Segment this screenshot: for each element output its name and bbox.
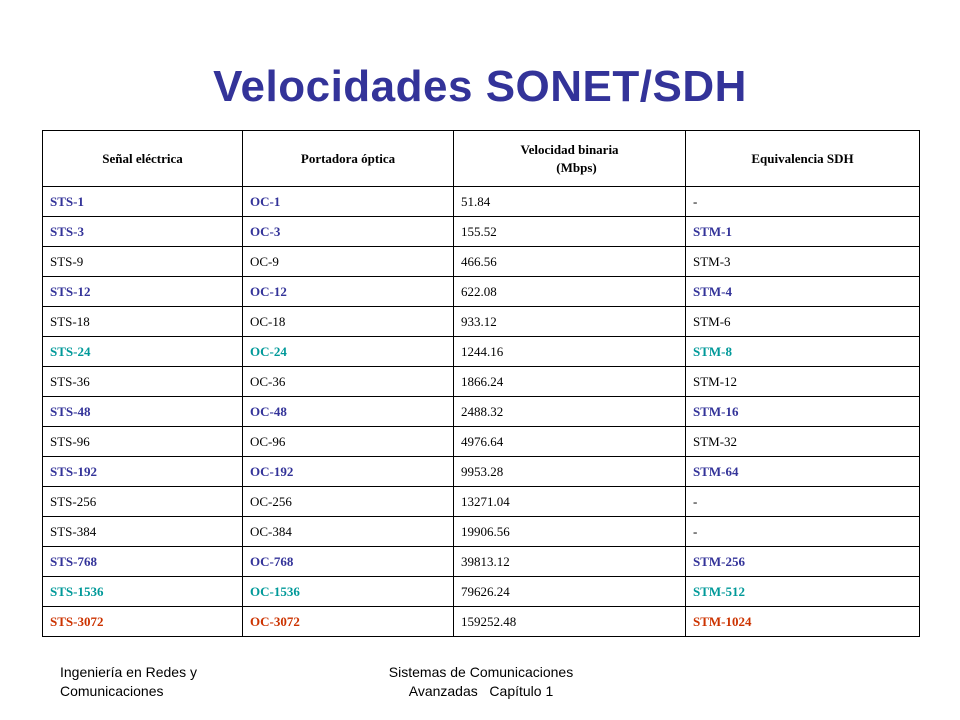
table-row xyxy=(43,307,920,337)
cell-velocidad-binaria: 1866.24 xyxy=(454,367,686,397)
cell-portadora-optica: OC-9 xyxy=(243,247,454,277)
cell-velocidad-binaria: 933.12 xyxy=(454,307,686,337)
cell-equivalencia-sdh: STM-3 xyxy=(686,247,920,277)
cell-equivalencia-sdh: STM-8 xyxy=(686,337,920,367)
cell-velocidad-binaria: 622.08 xyxy=(454,277,686,307)
cell-senal-electrica: STS-1536 xyxy=(43,577,243,607)
cell-velocidad-binaria: 2488.32 xyxy=(454,397,686,427)
cell-equivalencia-sdh: STM-12 xyxy=(686,367,920,397)
cell-velocidad-binaria: 13271.04 xyxy=(454,487,686,517)
cell-velocidad-binaria: 39813.12 xyxy=(454,547,686,577)
table-row xyxy=(43,397,920,427)
cell-portadora-optica: OC-768 xyxy=(243,547,454,577)
cell-portadora-optica: OC-18 xyxy=(243,307,454,337)
cell-equivalencia-sdh: STM-512 xyxy=(686,577,920,607)
cell-equivalencia-sdh: STM-16 xyxy=(686,397,920,427)
cell-equivalencia-sdh: - xyxy=(686,517,920,547)
table-row xyxy=(43,187,920,217)
cell-equivalencia-sdh: STM-1 xyxy=(686,217,920,247)
footer-institution-line1: Ingeniería en Redes y xyxy=(60,664,197,680)
cell-portadora-optica: OC-384 xyxy=(243,517,454,547)
footer-institution xyxy=(60,663,197,701)
footer-institution-line2: Comunicaciones xyxy=(60,683,164,699)
cell-velocidad-binaria: 1244.16 xyxy=(454,337,686,367)
cell-senal-electrica: STS-192 xyxy=(43,457,243,487)
cell-equivalencia-sdh: STM-4 xyxy=(686,277,920,307)
footer-course-line1: Sistemas de Comunicaciones xyxy=(388,664,574,680)
cell-portadora-optica: OC-256 xyxy=(243,487,454,517)
cell-portadora-optica: OC-1 xyxy=(243,187,454,217)
table-row xyxy=(43,547,920,577)
table-row xyxy=(43,337,920,367)
cell-equivalencia-sdh: STM-64 xyxy=(686,457,920,487)
cell-velocidad-binaria: 79626.24 xyxy=(454,577,686,607)
cell-equivalencia-sdh: - xyxy=(686,487,920,517)
cell-portadora-optica: OC-24 xyxy=(243,337,454,367)
cell-senal-electrica: STS-768 xyxy=(43,547,243,577)
table-row xyxy=(43,367,920,397)
table-row xyxy=(43,577,920,607)
table-body xyxy=(43,187,920,637)
sonet-sdh-table xyxy=(42,130,920,637)
cell-portadora-optica: OC-48 xyxy=(243,397,454,427)
cell-equivalencia-sdh: - xyxy=(686,187,920,217)
table-row xyxy=(43,277,920,307)
cell-velocidad-binaria: 19906.56 xyxy=(454,517,686,547)
cell-senal-electrica: STS-18 xyxy=(43,307,243,337)
table-row xyxy=(43,247,920,277)
page-title: Velocidades SONET/SDH xyxy=(213,62,747,111)
cell-equivalencia-sdh: STM-1024 xyxy=(686,607,920,637)
header-velocidad-binaria xyxy=(454,131,686,187)
table-row xyxy=(43,457,920,487)
cell-senal-electrica: STS-96 xyxy=(43,427,243,457)
table-row xyxy=(43,487,920,517)
cell-velocidad-binaria: 4976.64 xyxy=(454,427,686,457)
cell-senal-electrica: STS-384 xyxy=(43,517,243,547)
cell-portadora-optica: OC-12 xyxy=(243,277,454,307)
cell-portadora-optica: OC-3 xyxy=(243,217,454,247)
cell-velocidad-binaria: 9953.28 xyxy=(454,457,686,487)
cell-portadora-optica: OC-1536 xyxy=(243,577,454,607)
cell-equivalencia-sdh: STM-32 xyxy=(686,427,920,457)
cell-senal-electrica: STS-24 xyxy=(43,337,243,367)
table-row xyxy=(43,217,920,247)
cell-velocidad-binaria: 159252.48 xyxy=(454,607,686,637)
cell-senal-electrica: STS-9 xyxy=(43,247,243,277)
table-row xyxy=(43,427,920,457)
cell-portadora-optica: OC-36 xyxy=(243,367,454,397)
cell-senal-electrica: STS-256 xyxy=(43,487,243,517)
cell-senal-electrica: STS-3072 xyxy=(43,607,243,637)
cell-equivalencia-sdh: STM-6 xyxy=(686,307,920,337)
table-row xyxy=(43,607,920,637)
table-header-row xyxy=(43,131,920,187)
cell-senal-electrica: STS-12 xyxy=(43,277,243,307)
table-row xyxy=(43,517,920,547)
cell-equivalencia-sdh: STM-256 xyxy=(686,547,920,577)
cell-portadora-optica: OC-3072 xyxy=(243,607,454,637)
cell-senal-electrica: STS-1 xyxy=(43,187,243,217)
footer-course xyxy=(316,663,646,701)
header-velocidad-unit: (Mbps) xyxy=(556,159,597,175)
header-portadora-optica: Portadora óptica xyxy=(243,131,454,187)
cell-velocidad-binaria: 466.56 xyxy=(454,247,686,277)
header-velocidad-label: Velocidad binaria xyxy=(520,141,619,157)
cell-senal-electrica: STS-36 xyxy=(43,367,243,397)
cell-velocidad-binaria: 51.84 xyxy=(454,187,686,217)
footer-course-line2: Avanzadas Capítulo 1 xyxy=(408,683,554,699)
header-equivalencia-sdh: Equivalencia SDH xyxy=(686,131,920,187)
cell-senal-electrica: STS-48 xyxy=(43,397,243,427)
cell-velocidad-binaria: 155.52 xyxy=(454,217,686,247)
cell-portadora-optica: OC-192 xyxy=(243,457,454,487)
cell-senal-electrica: STS-3 xyxy=(43,217,243,247)
cell-portadora-optica: OC-96 xyxy=(243,427,454,457)
header-senal-electrica: Señal eléctrica xyxy=(43,131,243,187)
